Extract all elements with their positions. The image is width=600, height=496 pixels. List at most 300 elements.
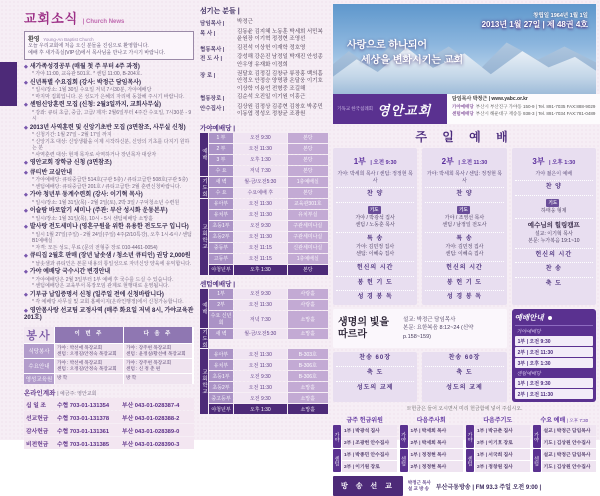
- servant-row: [200, 71, 328, 93]
- worship-1-leaders: 가야: 박세희 목사 / 센텀: 정정현 목사: [337, 171, 413, 184]
- masthead-worship-column: [333, 4, 596, 492]
- news-item-details: [24, 277, 194, 290]
- schedule-row-time: 수요예배 후: [234, 188, 287, 198]
- schedule-group: [200, 133, 328, 176]
- sunday-worship-title: 주 일 예 배: [415, 130, 514, 144]
- schedule-row-time: 오전 11:30: [234, 382, 287, 392]
- senior-pastor-line: 담임목사 박정근 | www.yabc.or.kr: [452, 96, 528, 102]
- broadcast-label: 방 송 선 교: [333, 476, 403, 496]
- worship-1-dedication: 헌신의 시간: [336, 262, 414, 277]
- news-item-title-text: 발사랑 전도세미나 (영혼구원을 위한 유용한 전도도구 입니다): [29, 224, 189, 230]
- worship-3-hymn: 찬 송: [515, 263, 593, 278]
- schedule-row: [209, 144, 328, 154]
- news-item-details: [24, 299, 194, 306]
- broadcast-pastor: [408, 480, 431, 492]
- church-news-column: [24, 6, 194, 448]
- committee-rows: [409, 449, 464, 472]
- servant-role: 목 사 |: [200, 30, 216, 37]
- schedule-row-place: 소망홀: [288, 404, 328, 414]
- schedule-row-time: 오전 9:30: [234, 133, 287, 143]
- worship-2-scripture: 성 경 봉 독: [446, 294, 483, 301]
- servants-list: [200, 19, 328, 119]
- servant-row: [200, 54, 328, 69]
- bullet-diamond-icon: ◆: [24, 63, 28, 70]
- bullet-diamond-icon: ◆: [24, 253, 28, 259]
- schedule-row-time: 오전 11:30: [234, 210, 287, 220]
- servant-role: 협동목사 |: [200, 46, 225, 53]
- servant-names: 김진석 이상헌 이재학 정호영: [237, 44, 306, 51]
- schedule-row-place: 1층예배실: [288, 177, 328, 187]
- online-accounts-header: [24, 388, 194, 397]
- schedule-group-rows: [209, 133, 328, 176]
- special-song-label: 특 송: [456, 236, 473, 243]
- worship-guide-gaya-label: 가야예배당: [516, 329, 541, 336]
- committee-row: 1부 | 서국희 집사: [475, 449, 530, 460]
- sermon-title: 생명의 빛을 따르라: [338, 316, 390, 340]
- schedule-row-place: 소망홀: [288, 382, 328, 392]
- sermon-info: [403, 316, 502, 342]
- worship-guide-row: 3부 | 오후 1:30: [515, 358, 593, 368]
- news-item: [24, 308, 194, 323]
- committee-rows: [342, 449, 397, 472]
- news-item: [24, 224, 194, 251]
- schedule-row-place: 본당: [288, 188, 328, 198]
- schedule-row-time: 저녁 7:30: [234, 311, 287, 328]
- schedule-group-label: 기도회: [201, 328, 207, 349]
- schedule-row: [209, 210, 328, 220]
- committee-group: [400, 425, 464, 448]
- bullet-diamond-icon: ◆: [24, 124, 28, 131]
- schedule-group-label: 기도회: [201, 177, 207, 198]
- slogan-line-2: 세상을 변화시키는 교회: [361, 55, 464, 66]
- church-logo-block: [333, 94, 447, 124]
- committee-campus-tab: 가야: [466, 425, 474, 448]
- welcome-label-ko: 환영: [28, 37, 40, 43]
- committee-group: [533, 449, 597, 472]
- schedule-row: [209, 360, 328, 370]
- committee-campus-tab: 센텀: [466, 449, 474, 472]
- worship-column-2: [422, 148, 506, 305]
- schedule-row-place: 본당: [288, 155, 328, 165]
- slogan-line-1: 사랑으로 하나되어: [347, 40, 428, 51]
- committee-rows: [542, 425, 597, 448]
- gaya-address-label: 가야예배당: [452, 103, 474, 109]
- committee-row: 2부 | 이기호 장로: [475, 437, 530, 448]
- news-item-detail: * 마지막 집회입니다. 온 성도가 은혜의 자리에 동참해 주시기 바랍니다.: [32, 93, 185, 100]
- schedule-row-place: 구관세미나실: [288, 221, 328, 231]
- worship-2-praise: 찬 양: [425, 188, 503, 203]
- news-item: [24, 80, 194, 101]
- schedule-row-time: 오전 11:30: [234, 360, 287, 370]
- broadcast-mission-bar: [333, 476, 596, 496]
- schedule-row-time: 오전 11:30: [234, 144, 287, 154]
- worship-2-benediction: 축 도: [425, 367, 503, 382]
- sermon-passage: 본문: 요한복음 8:12~24 (신약 p.158~159): [403, 325, 474, 341]
- committee-row: 2부 | 박세희 목사: [409, 437, 464, 448]
- special-song-line: 센텀: 이혜숙 집사: [356, 250, 395, 257]
- bullet-diamond-icon: ◆: [24, 102, 28, 108]
- worship-2-closing: [422, 352, 506, 402]
- news-item-details: [24, 232, 194, 252]
- news-item-title: [24, 208, 194, 216]
- news-item-details: [24, 87, 194, 100]
- schedule-row: [209, 265, 328, 275]
- news-item-title-text: 이슬람 바로알기 세미나 (주관: 부산 성시화 운동본부): [29, 208, 168, 214]
- sermon-preacher: 설교: 박정근 담임목사: [403, 316, 456, 323]
- prayer-line: 가야 / 조영선 목사: [444, 215, 485, 222]
- centum-address: [452, 111, 595, 118]
- worship-1-part: 1부: [353, 157, 366, 166]
- committee-row: 1부 | 박광석 집사: [342, 425, 397, 436]
- news-item-title: [24, 170, 194, 178]
- schedule-row: [209, 177, 328, 187]
- schedule-group-label: 예배: [200, 133, 208, 176]
- schedule-row: [209, 199, 328, 209]
- servant-names: 김상원 김정상 김종현 김창호 박종민 이동엽 정성오 정창균 조광원: [237, 103, 323, 118]
- schedule-row-name: 유치부: [209, 360, 233, 370]
- committee-groups: [533, 425, 597, 472]
- worship-column-3: [512, 148, 596, 305]
- news-item-title: [24, 125, 194, 133]
- centum-address-label: 센텀예배당: [452, 110, 474, 116]
- camp-title: 예수님의 힐링캠프: [527, 222, 580, 230]
- servant-role: 협동장로 |: [200, 96, 225, 103]
- schedule-row-name: 유아부: [209, 349, 233, 359]
- worship-guide-row: 2부 | 오전 11:30: [515, 347, 593, 357]
- news-item-detail: * 날솟샘과 큐티인은 본문 내용의 통일성으로 자녀신앙 양육에 유익합니다.: [32, 260, 192, 267]
- servant-row: [200, 45, 328, 53]
- service-duty-this-week: [55, 344, 123, 358]
- prayer-tag: 기도: [369, 206, 379, 212]
- schedule-row-time: 오전 11:30: [234, 300, 287, 310]
- committee-row: 1부 | 박종민 안수집사: [342, 449, 397, 460]
- servant-role: 안수집사 |: [200, 105, 225, 112]
- schedule-row-name: 야청년부: [209, 404, 233, 414]
- prayer-tag: 기도: [459, 206, 468, 212]
- account-number-busan: 부산 043-01-028389-0: [122, 428, 180, 435]
- committee-rows: [542, 449, 597, 472]
- news-item-detail: * 가야 11:00, 교육관 501호. * 센텀 11:00, B-204호.: [32, 71, 142, 77]
- news-item: [24, 170, 194, 191]
- broadcast-line-2: 설 교 방 송: [407, 486, 430, 492]
- news-item-detail: * 일시/장소: 1월 31일(목) - 2월 2일(토), 2박 3일 / 구덕청소년 수련원: [32, 199, 180, 206]
- news-item-title: [24, 292, 194, 300]
- committee-title-text: 다음주사회: [416, 418, 446, 425]
- service-duty-next-week: [124, 359, 192, 373]
- schedule-row-name: 수요 신년회: [209, 311, 233, 328]
- left-accent-bar: [0, 62, 17, 106]
- schedule-row-time: 오전 11:30: [234, 199, 287, 209]
- gaya-address: [452, 104, 595, 111]
- worship-2-leaders: 가야: 박세희 목사 / 센텀: 정정현 목사: [426, 171, 503, 184]
- news-item-detail: * 가야예배당: 큐티중급반 514호(구관 5층) / 큐티고급반 508호(구관 5층): [32, 177, 188, 183]
- church-slogan: [347, 38, 463, 68]
- worship-2-fellowship: 성도의 교제: [446, 384, 483, 391]
- news-list: [24, 64, 194, 323]
- worship-1-header: [336, 148, 414, 188]
- committee-group: [466, 449, 530, 472]
- servant-role: 장 로 |: [200, 72, 216, 79]
- service-duty-line: 센텀 : 신 정 춘 편: [126, 366, 161, 372]
- account-name: 십 일 조: [26, 402, 47, 409]
- service-duty-line: 방 학: [57, 375, 68, 381]
- gaya-schedule-title: 가야예배당 |: [200, 124, 236, 132]
- committee-row: 기도 | 김상원 안수집사: [542, 461, 597, 472]
- worship-3-benediction: 축 도: [545, 281, 562, 288]
- worship-1-hymn: 찬송 60장: [336, 352, 414, 367]
- bullet-diamond-icon: ◆: [24, 269, 28, 275]
- schedule-row: [209, 289, 328, 299]
- schedule-group-rows: [209, 349, 328, 414]
- worship-3-prayer: [515, 196, 593, 219]
- bullet-diamond-icon: ◆: [24, 169, 28, 176]
- schedule-row-name: 수 요: [209, 166, 233, 176]
- offering-note: ※헌금은 들어 오시면서 미리 헌금함에 넣어 주십시오.: [406, 406, 523, 413]
- committee-time: | 오후 7:30: [566, 418, 589, 424]
- schedule-row-name: 야청년부: [209, 265, 233, 275]
- welcome-box: [24, 31, 194, 60]
- schedule-row-place: 본당: [288, 265, 328, 275]
- worship-column-1: [333, 148, 417, 305]
- bullet-diamond-icon: ◆: [24, 160, 28, 166]
- schedule-row-place: 본당: [288, 166, 328, 176]
- schedule-group-rows: [209, 289, 328, 328]
- schedule-group: [200, 329, 328, 349]
- news-item-title: [24, 80, 194, 88]
- servant-row: [200, 104, 328, 119]
- schedule-group: [200, 349, 328, 414]
- account-name: 선교헌금: [26, 415, 49, 422]
- schedule-row: [209, 329, 328, 339]
- news-item-detail: * 가야예배당은 2월 3일부터 1부 예배 후 국수를 드실 수 있습니다.: [32, 276, 174, 283]
- worship-2-prayer: [425, 203, 503, 233]
- worship-3-time: | 오후 1:30: [549, 160, 576, 166]
- schedule-row: [209, 300, 328, 310]
- schedule-row-name: 수 요: [209, 188, 233, 198]
- committees-section: [333, 415, 596, 473]
- service-duty-line: 센텀 : 오정길/안정숙 목장교회: [57, 366, 117, 372]
- worship-guide-gaya-rows: [515, 336, 593, 368]
- online-accounts-list: [24, 398, 194, 449]
- schedule-group: [200, 289, 328, 328]
- schedule-row: [209, 404, 328, 414]
- schedule-row-place: B-306호: [288, 360, 328, 370]
- broadcast-line-1: 박정근 목사: [407, 480, 431, 486]
- news-item-detail: * 일시/장소: 1월 30일 수요일 저녁 7시30분, 가야예배당: [32, 87, 152, 93]
- news-item-title-text: 큐티집 2월호 판매 (장년 날솟샘 / 청소년 큐티인) 권당 2,000원: [29, 253, 191, 259]
- schedule-row-place: 본당: [288, 133, 328, 143]
- service-duty-line: 가야 : 박선애 목장교회: [57, 344, 103, 350]
- service-duty-row-label: 수요안내: [24, 359, 54, 373]
- worship-1-prayer: [336, 203, 414, 233]
- camp-passage: 본문: 누가복음 19:1~10: [528, 237, 580, 244]
- news-item-title-text: 큐티반 교실안내: [29, 169, 73, 176]
- committee-title-text: 다음주기도: [483, 418, 513, 425]
- committee-rows: [409, 425, 464, 448]
- account-name: 비전헌금: [26, 441, 49, 448]
- committee-groups: [466, 425, 530, 472]
- worship-1-time: | 오전 9:30: [370, 160, 397, 166]
- servant-names: 김순석 오진일 이기원 이흥근: [237, 94, 306, 101]
- servant-role: 전 도 사 |: [200, 56, 223, 63]
- schedule-group-rows: [209, 329, 328, 349]
- news-item-title-text: 2013년 사역훈련 및 신앙기초반 모집 (3면참조, 사무실 신청): [29, 124, 186, 131]
- schedule-row-name: 초등1부: [209, 371, 233, 381]
- schedule-row-name: 2부: [209, 300, 233, 310]
- church-news-header: [24, 8, 194, 28]
- prayer-line: 하태웅 형제: [541, 208, 567, 215]
- committee-group: [466, 425, 530, 448]
- service-duty-header-this-week: 이 번 주: [55, 327, 123, 343]
- service-duty-line: 가야 : 박선애 목장교회: [57, 359, 103, 365]
- service-duty-line: 가야 : 장주현 목장교회: [126, 344, 172, 350]
- committee-campus-tab: 센텀: [333, 449, 341, 472]
- news-item-details: [24, 132, 194, 158]
- schedule-row-name: 3 부: [209, 155, 233, 165]
- worship-3-praise: 찬 양: [515, 181, 593, 196]
- schedule-row: [209, 133, 328, 143]
- news-item-title: [24, 64, 194, 72]
- schedule-group-rows: [209, 199, 328, 275]
- service-duty-this-week: [55, 359, 123, 373]
- news-item-detail: * 일시 1월 27일(주일) - 2월 24일(주일) 4주(2/10특강), 오후 1시-6시 / 센텀 B1예배실: [32, 231, 192, 244]
- worship-2-special: [425, 233, 503, 262]
- news-item-detail: * 센텀예배당은 교육부서 목장모임 관계로 현행대로 운영됩니다.: [32, 283, 170, 289]
- schedule-row: [209, 155, 328, 165]
- schedule-row-time: 저녁 7:30: [234, 166, 287, 176]
- servant-names: 권달호 김정길 김창규 류장홍 백의흠 안정오 안정승 양명광 온달웅 이기호 이상학 이용언 전형중 조길해: [237, 70, 323, 92]
- worship-1-special: [336, 233, 414, 262]
- servant-row: [200, 94, 328, 102]
- news-item: [24, 253, 194, 267]
- news-item-detail: * 신앙기초 대상: 신앙생활을 이제 시작하신분, 신앙의 기초를 다지기 원하는 분: [32, 138, 190, 151]
- schedule-group-rows: [209, 177, 328, 198]
- worship-guide-row: 1부 | 오전 9:30: [515, 336, 593, 346]
- servant-role: 담임목사 |: [200, 21, 225, 27]
- welcome-line: 오늘 우리교회에 처음 오신 분들을 진심으로 환영합니다.: [28, 43, 149, 49]
- account-number-busan: 부산 043-01-028390-3: [122, 441, 180, 448]
- account-name: 감사헌금: [26, 428, 49, 435]
- schedule-row-place: 신관세미나실: [288, 243, 328, 253]
- committee-group: [333, 425, 397, 448]
- schedule-row-name: 초등2부: [209, 382, 233, 392]
- bullet-diamond-icon: ◆: [24, 224, 28, 230]
- schedule-row-place: 1층예배실: [288, 254, 328, 264]
- worship-1-scripture: 성 경 봉 독: [357, 294, 393, 301]
- account-row: [24, 437, 194, 449]
- schedule-row-place: 구관세미나실: [288, 232, 328, 242]
- worship-2-time: | 오전 11:30: [458, 160, 488, 166]
- committee-campus-tab: 센텀: [533, 449, 541, 472]
- news-item-title: [24, 192, 194, 200]
- worship-1-prayer-lines: [336, 215, 414, 229]
- church-contact-block: [447, 94, 600, 124]
- schedule-row-place: 유치부실: [288, 210, 328, 220]
- schedule-row-time: 오전 11:30: [234, 349, 287, 359]
- schedule-row: [209, 166, 328, 176]
- account-row: [24, 411, 194, 423]
- news-item-details: [24, 71, 194, 78]
- schedule-row: [209, 393, 328, 403]
- schedule-row-time: 오전 11:30: [234, 232, 287, 242]
- worship-guide-row: 1부 | 오전 9:30: [515, 378, 593, 388]
- schedule-row-time: 월-금/오전5:30: [234, 177, 287, 187]
- news-item: [24, 192, 194, 206]
- schedule-group: [200, 199, 328, 275]
- worship-guide-title: 예배안내: [515, 312, 593, 326]
- news-item-detail: * 사역훈련 대상: 현재 목자로 사역하거나 장년목자 대상자: [32, 151, 157, 158]
- schedule-row: [209, 382, 328, 392]
- welcome-line: 예배 후 새가족실(VIP실)에서 목사님을 만나고 가시기 바랍니다.: [28, 49, 166, 56]
- schedule-row-name: 새 벽: [209, 329, 233, 339]
- news-item-title-text: 가야 예배당 국수시간 변경안내: [29, 269, 111, 275]
- news-item-title-text: 새가족성경공부 (매월 첫 주 부터 4주 과정): [29, 63, 140, 70]
- news-item-detail: * 자격: 모든 성도, 무료 (문의 전형중 장로 010-4461-0054): [32, 244, 158, 251]
- denomination-label: 기독교 한국침례회: [337, 106, 374, 112]
- schedule-row: [209, 188, 328, 198]
- worship-2-part: 2부: [441, 157, 454, 166]
- news-item-detail: * 신청기간: 1월 27일 - 2월 17일 까지: [32, 132, 112, 138]
- committee-title-text: 금주 헌금위원: [346, 418, 383, 425]
- news-item-title: [24, 308, 194, 323]
- service-duty-line: 방 학: [126, 375, 137, 381]
- founded-date: 창립일 1964년 1월 1일: [533, 13, 588, 19]
- masthead-band: [333, 94, 596, 124]
- committee-campus-tab: 가야: [400, 425, 408, 448]
- news-item-title-text: 가야 청년부 동계수련회 (강사: 이기혁 목사): [29, 192, 143, 198]
- worship-2-special-lines: [425, 244, 503, 258]
- committee-row: 1부 | 박규춘 집사: [475, 425, 530, 436]
- schedule-row-name: 고등부: [209, 254, 233, 264]
- committee-row: 2부 | 조광헌 안수집사: [342, 437, 397, 448]
- account-number-suhyup: 수협 703-01-131378: [57, 415, 110, 422]
- service-duty-table: [24, 327, 194, 385]
- news-item-details: [24, 261, 194, 268]
- worship-3-dedication: 헌신의 시간: [515, 249, 593, 264]
- committee-row: 1부 | 정정현 목사: [409, 449, 464, 460]
- schedule-group-label: 교회학교: [200, 349, 208, 414]
- news-item: [24, 160, 194, 168]
- special-song-label: 특 송: [367, 236, 384, 243]
- account-row: [24, 424, 194, 436]
- news-item: [24, 125, 194, 159]
- servant-names: 박정근: [237, 19, 253, 25]
- account-number-busan: 부산 043-01-028388-2: [122, 415, 180, 422]
- service-duty-header-next-week: 다 음 주: [124, 327, 192, 343]
- schedule-row: [209, 371, 328, 381]
- committee-title-text: 수요 예배: [540, 418, 566, 425]
- schedule-row-place: B-306호: [288, 371, 328, 381]
- news-item-title-text: 기부금 납입증명서 신청 (일주일 전에 신청바랍니다): [29, 291, 164, 298]
- special-song-line: 가야: 김민정 집사: [356, 243, 395, 250]
- service-duty-title: 봉사: [24, 327, 54, 343]
- centum-schedule-title: 센텀예배당 |: [200, 280, 236, 288]
- prayer-tag: 기도: [548, 199, 558, 205]
- news-item: [24, 292, 194, 306]
- schedule-row-time: 오전 9:30: [234, 289, 287, 299]
- worship-2-header: [425, 148, 503, 188]
- committee-table: [400, 415, 464, 473]
- schedule-row-name: 1부: [209, 289, 233, 299]
- service-duty-line: 가야 : 장주현 목장교회: [126, 359, 172, 365]
- account-number-suhyup: 수협 703-01-131361: [57, 428, 110, 435]
- committee-campus-tab: 가야: [533, 425, 541, 448]
- bullet-diamond-icon: ◆: [24, 208, 28, 214]
- schedule-row-name: 중고등부: [209, 393, 233, 403]
- committee-title: [333, 415, 397, 424]
- committee-campus-tab: 가야: [333, 425, 341, 448]
- news-item-title: [24, 269, 194, 277]
